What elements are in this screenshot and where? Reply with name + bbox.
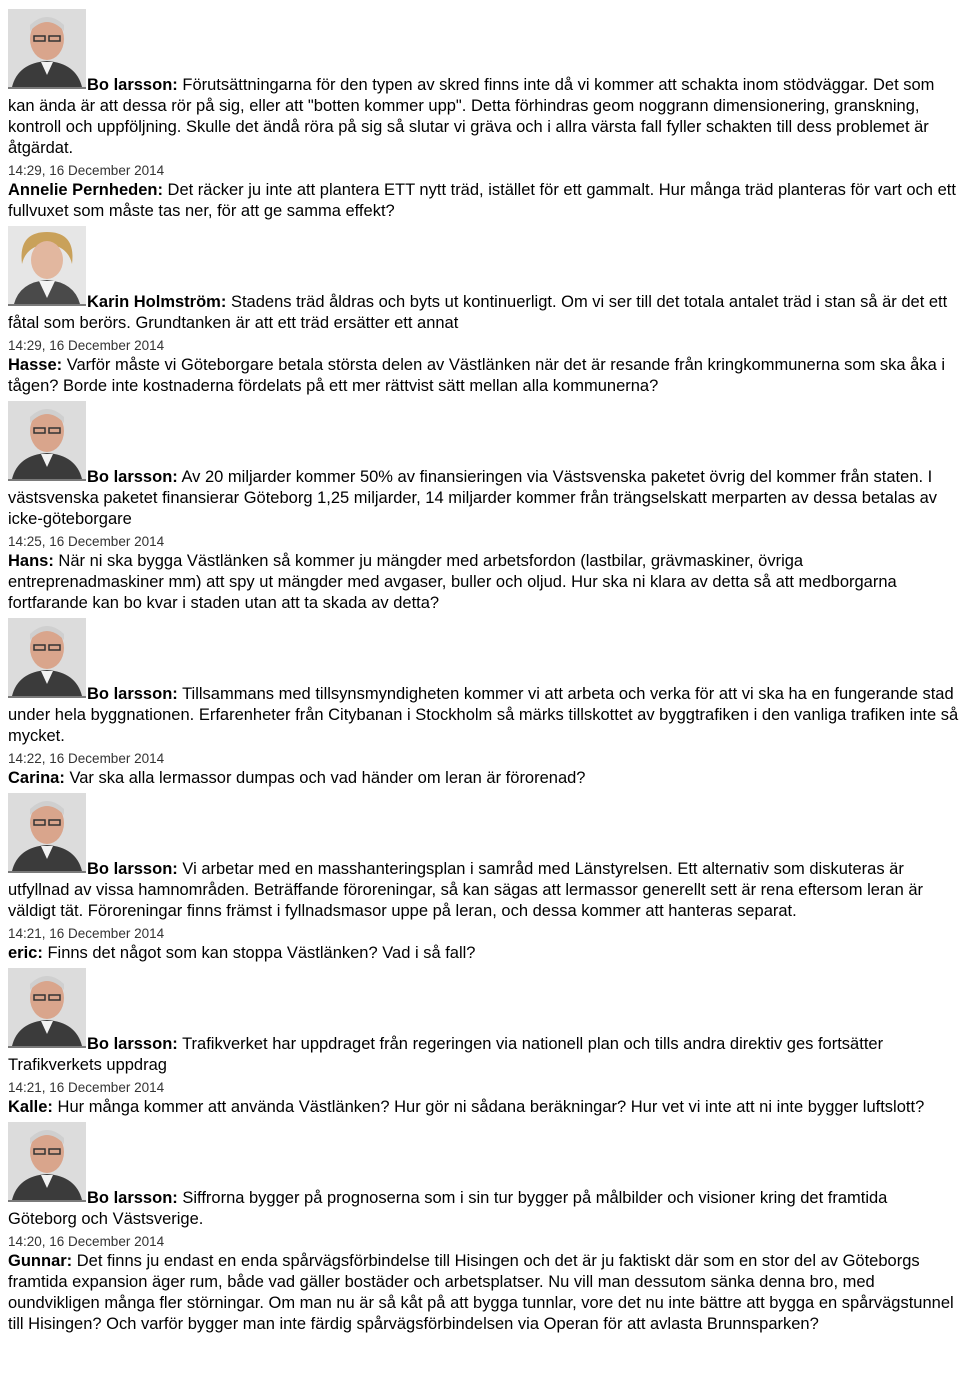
answer-entry	[8, 968, 960, 1076]
answer-entry	[8, 618, 960, 747]
message-text: Det räcker ju inte att plantera ETT nytt träd, istället för ett gammalt. Hur många träd planteras för vart och ett fullvuxet som måste tas ner, för att ge samma effekt?	[8, 181, 956, 220]
answer-text	[8, 1188, 960, 1230]
message-text: Av 20 miljarder kommer 50% av finansieringen via Västsvenska paketet övrig del kommer från staten. I västsvenska paketet finansierar Göteborg 1,25 miljarder, 14 miljarder kommer från trängselskatt merparten av dessa betalas av icke-göteborgare	[8, 468, 938, 528]
message-text: Det finns ju endast en enda spårvägsförbindelse till Hisingen och det är ju faktiskt där som en stor del av Göteborgs framtida expansion äger rum, både vad gäller bostäder och arbetsplatser. Nu vill man dessutom sänka denna bro, med oundvikligen många fler störningar. Om man nu är så kåt på att bygga tunnlar, vore det nu inte bättre att bygga en spårvägstunnel till Hisingen? Och varför bygger man inte färdig spårvägsförbindelsen via Operan för att avlasta Brunnsparken?	[8, 1252, 954, 1333]
message-text: Var ska alla lermassor dumpas och vad händer om leran är förorenad?	[64, 769, 586, 787]
timestamp: 14:29, 16 December 2014	[8, 338, 165, 353]
question-text	[8, 943, 960, 964]
question-text	[8, 355, 960, 397]
question-text	[8, 1097, 960, 1118]
question-entry	[8, 925, 960, 964]
author-name: Bo larsson:	[87, 468, 178, 486]
timestamp: 14:21, 16 December 2014	[8, 926, 165, 941]
answer-text	[8, 292, 960, 334]
answer-entry	[8, 1122, 960, 1230]
message-text: Vi arbetar med en masshanteringsplan i samråd med Länstyrelsen. Ett alternativ som diskuteras är utfyllnad av vissa hamnområden. Beträffande föroreningar, så kan sägas att lermassor generellt sett är rena eftersom leran är väldigt tät. Föroreningar finns främst i fyllnadsmasor uppe på leran, och dessa kommer att hanteras separat.	[8, 860, 924, 920]
message-text: Förutsättningarna för den typen av skred finns inte då vi kommer att schakta inom stödväggar. Det som kan ända är att dessa rör på sig, eller att "botten kommer upp". Detta förhindras geom noggrann dimensionering, granskning, kontroll och uppföljning. Skulle det ändå röra på sig så slutar vi gräva och i allra värsta fall fyller schakten till dess problemet är åtgärdat.	[8, 76, 935, 157]
author-name: Bo larsson:	[87, 685, 178, 703]
question-entry	[8, 337, 960, 397]
message-text: Tillsammans med tillsynsmyndigheten kommer vi att arbeta och verka för att vi ska ha en fungerande stad under hela byggnationen. Erfarenheter från Citybanan i Stockholm så märks tillskottet av byggtrafiken i den vanliga trafiken inte så mycket.	[8, 685, 959, 745]
bo-larsson-avatar	[8, 9, 86, 89]
message-text: Finns det något som kan stoppa Västlänken? Vad i så fall?	[42, 944, 476, 962]
author-name: Bo larsson:	[87, 860, 178, 878]
answer-text	[8, 75, 960, 159]
timestamp: 14:20, 16 December 2014	[8, 1234, 165, 1249]
answer-entry	[8, 226, 960, 334]
author-name: Bo larsson:	[87, 1035, 178, 1053]
timestamp: 14:25, 16 December 2014	[8, 534, 165, 549]
message-text: Varför måste vi Göteborgare betala största delen av Västlänken när det är resande från kringkommunerna som ska åka i tågen? Borde inte kostnaderna fördelats på ett mer rättvist sätt mellan alla kommunerna?	[8, 356, 946, 395]
author-name: Carina:	[8, 769, 65, 787]
answer-text	[8, 684, 960, 747]
author-name: Bo larsson:	[87, 1189, 178, 1207]
author-name: eric:	[8, 944, 43, 962]
question-entry	[8, 750, 960, 789]
question-entry	[8, 1079, 960, 1118]
question-text	[8, 1251, 960, 1335]
bo-larsson-avatar	[8, 793, 86, 873]
answer-entry	[8, 9, 960, 159]
message-text: Stadens träd åldras och byts ut kontinuerligt. Om vi ser till det totala antalet träd i stan så är det ett fåtal som berörs. Grundtanken är att ett träd ersätter ett annat	[8, 293, 948, 332]
message-text: När ni ska bygga Västlänken så kommer ju mängder med arbetsfordon (lastbilar, grävmaskiner, övriga entreprenadmaskiner mm) att spy ut mängder med avgaser, buller och oljud. Hur ska ni klara av detta så att medborgarna fortfarande kan bo kvar i staden utan att ta skada av detta?	[8, 552, 897, 612]
timestamp: 14:22, 16 December 2014	[8, 751, 165, 766]
question-entry	[8, 162, 960, 222]
question-entry	[8, 1233, 960, 1335]
author-name: Annelie Pernheden:	[8, 181, 163, 199]
message-text: Hur många kommer att använda Västlänken? Hur gör ni sådana beräkningar? Hur vet vi inte att ni inte bygger luftslott?	[52, 1098, 925, 1116]
question-text	[8, 768, 960, 789]
author-name: Hans:	[8, 552, 54, 570]
bo-larsson-avatar	[8, 968, 86, 1048]
karin-holmstrom-avatar	[8, 226, 86, 306]
question-text	[8, 551, 960, 614]
question-entry	[8, 533, 960, 614]
answer-text	[8, 467, 960, 530]
timestamp: 14:21, 16 December 2014	[8, 1080, 165, 1095]
answer-text	[8, 859, 960, 922]
author-name: Gunnar:	[8, 1252, 73, 1270]
author-name: Hasse:	[8, 356, 63, 374]
author-name: Kalle:	[8, 1098, 53, 1116]
timestamp: 14:29, 16 December 2014	[8, 163, 165, 178]
bo-larsson-avatar	[8, 401, 86, 481]
author-name: Bo larsson:	[87, 76, 178, 94]
message-text: Trafikverket har uppdraget från regeringen via nationell plan och tills andra direktiv ges fortsätter Trafikverkets uppdrag	[8, 1035, 884, 1074]
bo-larsson-avatar	[8, 1122, 86, 1202]
message-text: Siffrorna bygger på prognoserna som i sin tur bygger på målbilder och visioner kring det framtida Göteborg och Västsverige.	[8, 1189, 888, 1228]
question-text	[8, 180, 960, 222]
author-name: Karin Holmström:	[87, 293, 227, 311]
bo-larsson-avatar	[8, 618, 86, 698]
answer-entry	[8, 401, 960, 530]
answer-text	[8, 1034, 960, 1076]
answer-entry	[8, 793, 960, 922]
